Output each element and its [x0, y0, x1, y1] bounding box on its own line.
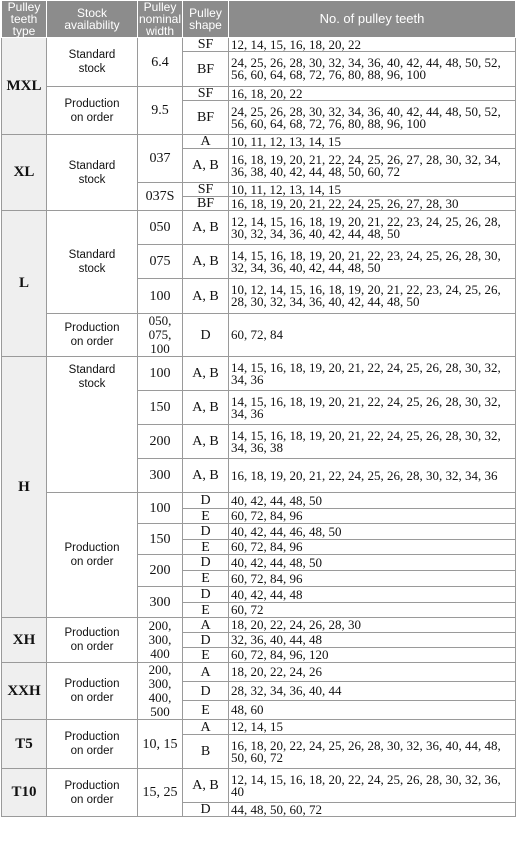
stock-line: Standard: [68, 159, 116, 172]
stock-line: Standard: [68, 49, 116, 61]
width-cell: [138, 314, 183, 357]
header-pulley-shape: [183, 1, 229, 38]
header-line: Pulley: [143, 0, 177, 14]
shape-cell: A: [183, 618, 229, 633]
teeth-cell: 16, 18, 19, 20, 21, 22, 24, 25, 26, 27, 28, 30, 32, 34, 36, 38, 40, 42, 44, 48, 50, 60, 72: [229, 149, 516, 183]
shape-cell: D: [183, 314, 229, 357]
table-row: [2, 135, 516, 149]
shape-cell: D: [183, 587, 229, 603]
teeth-cell: 14, 15, 16, 18, 19, 20, 21, 22, 24, 25, 26, 28, 30, 32, 34, 36: [229, 357, 516, 391]
stock-line: on order: [70, 745, 114, 757]
width-line: 100: [150, 341, 170, 356]
width-cell: 050: [138, 211, 183, 245]
shape-cell: A, B: [183, 459, 229, 493]
shape-cell: SF: [183, 38, 229, 52]
teeth-cell: 12, 14, 15, 16, 18, 20, 22: [229, 38, 516, 52]
shape-cell: E: [183, 648, 229, 663]
stock-cell: [47, 357, 138, 493]
stock-line: stock: [78, 63, 106, 75]
teeth-cell: 12, 14, 15: [229, 720, 516, 735]
width-line: 400: [150, 646, 170, 661]
teeth-cell: 16, 18, 19, 20, 21, 22, 24, 25, 26, 28, 30, 32, 34, 36: [229, 459, 516, 493]
shape-cell: A, B: [183, 425, 229, 459]
width-cell: 10, 15: [138, 720, 183, 769]
header-line: nominal: [138, 12, 182, 26]
header-line: availability: [64, 18, 120, 32]
width-cell: 150: [138, 391, 183, 425]
width-cell: 100: [138, 279, 183, 314]
stock-line: Production: [64, 627, 120, 639]
type-cell-t5: T5: [2, 720, 47, 769]
teeth-cell: 14, 15, 16, 18, 19, 20, 21, 22, 24, 25, 26, 28, 30, 32, 34, 36, 38: [229, 425, 516, 459]
teeth-cell: 40, 42, 44, 48, 50: [229, 493, 516, 509]
teeth-cell: 60, 72: [229, 603, 516, 618]
shape-cell: A: [183, 135, 229, 149]
width-cell: 150: [138, 524, 183, 555]
teeth-cell: 14, 15, 16, 18, 19, 20, 21, 22, 24, 25, 26, 28, 30, 32, 34, 36: [229, 391, 516, 425]
teeth-cell: 14, 15, 16, 18, 19, 20, 21, 22, 23, 24, 25, 26, 28, 30, 32, 34, 36, 40, 42, 44, 48, 50: [229, 245, 516, 279]
pulley-teeth-table: [1, 0, 516, 817]
stock-line: on order: [70, 641, 114, 653]
header-line: width: [145, 24, 174, 38]
stock-line: Production: [64, 97, 120, 110]
stock-cell: [47, 87, 138, 135]
stock-line: Production: [64, 731, 120, 743]
width-line: 200,: [148, 618, 172, 633]
shape-cell: D: [183, 555, 229, 571]
shape-cell: A, B: [183, 391, 229, 425]
header-row: [2, 1, 516, 38]
width-line: 400, 500: [148, 690, 172, 719]
stock-line: Production: [64, 322, 120, 334]
shape-cell: E: [183, 603, 229, 618]
teeth-cell: 24, 25, 26, 28, 30, 32, 34, 36, 40, 42, 44, 48, 50, 52, 56, 60, 64, 68, 72, 76, 80, 88, 96, 100: [229, 52, 516, 87]
type-cell-mxl: MXL: [2, 38, 47, 135]
header-pulley-teeth-type: [2, 1, 47, 38]
shape-cell: SF: [183, 183, 229, 197]
stock-cell: [47, 663, 138, 720]
table-row: [2, 314, 516, 357]
shape-cell: A, B: [183, 149, 229, 183]
stock-cell: [47, 38, 138, 87]
width-cell: 037S: [138, 183, 183, 211]
shape-cell: D: [183, 493, 229, 509]
teeth-cell: 12, 14, 15, 16, 18, 19, 20, 21, 22, 23, 24, 25, 26, 28, 30, 32, 34, 36, 40, 42, 44, 48, 50: [229, 211, 516, 245]
shape-cell: A, B: [183, 245, 229, 279]
shape-cell: SF: [183, 87, 229, 101]
width-cell: 15, 25: [138, 769, 183, 817]
stock-cell: [47, 618, 138, 663]
teeth-cell: 60, 72, 84, 96: [229, 571, 516, 587]
width-cell: 200: [138, 425, 183, 459]
header-line: shape: [189, 18, 222, 32]
teeth-cell: 44, 48, 50, 60, 72: [229, 803, 516, 817]
shape-cell: B: [183, 735, 229, 769]
width-cell: 300: [138, 459, 183, 493]
teeth-cell: 16, 18, 19, 20, 21, 22, 24, 25, 26, 27, 28, 30: [229, 197, 516, 211]
width-line: 200, 300,: [148, 662, 172, 691]
teeth-cell: 10, 11, 12, 13, 14, 15: [229, 183, 516, 197]
type-cell-t10: T10: [2, 769, 47, 817]
teeth-cell: 24, 25, 26, 28, 30, 32, 34, 36, 40, 42, 44, 48, 50, 52, 56, 60, 64, 68, 72, 76, 80, 88, 96, 100: [229, 101, 516, 135]
shape-cell: D: [183, 803, 229, 817]
stock-cell: [47, 769, 138, 817]
teeth-cell: 60, 72, 84, 96: [229, 540, 516, 555]
stock-line: on order: [70, 692, 114, 704]
stock-line: on order: [70, 556, 114, 568]
shape-cell: BF: [183, 101, 229, 135]
teeth-cell: 18, 20, 22, 24, 26: [229, 663, 516, 682]
teeth-cell: 48, 60: [229, 701, 516, 720]
shape-cell: E: [183, 540, 229, 555]
teeth-cell: 60, 72, 84, 96: [229, 509, 516, 524]
stock-line: stock: [78, 263, 106, 275]
table-row: [2, 357, 516, 391]
stock-cell: [47, 135, 138, 211]
shape-cell: E: [183, 571, 229, 587]
teeth-cell: 10, 12, 14, 15, 16, 18, 19, 20, 21, 22, 23, 24, 25, 26, 28, 30, 32, 34, 36, 40, 42, 44, 48, 50: [229, 279, 516, 314]
table-row: [2, 720, 516, 735]
type-cell-xh: XH: [2, 618, 47, 663]
shape-cell: BF: [183, 197, 229, 211]
teeth-cell: 16, 18, 20, 22: [229, 87, 516, 101]
shape-cell: D: [183, 524, 229, 540]
stock-cell: [47, 314, 138, 357]
stock-line: Production: [64, 779, 120, 792]
table-row: [2, 663, 516, 682]
teeth-cell: 32, 36, 40, 44, 48: [229, 633, 516, 648]
stock-line: Production: [64, 678, 120, 690]
teeth-cell: 10, 11, 12, 13, 14, 15: [229, 135, 516, 149]
width-cell: 9.5: [138, 87, 183, 135]
stock-line: on order: [70, 111, 114, 124]
width-cell: [138, 663, 183, 720]
shape-cell: E: [183, 701, 229, 720]
header-stock-availability: [47, 1, 138, 38]
width-cell: 200: [138, 555, 183, 587]
width-line: 050, 075,: [148, 313, 172, 342]
teeth-cell: 16, 18, 20, 22, 24, 25, 26, 28, 30, 32, 36, 40, 44, 48, 50, 60, 72: [229, 735, 516, 769]
width-cell: [138, 618, 183, 663]
stock-line: Standard: [68, 364, 116, 376]
header-line: Stock: [76, 6, 107, 20]
width-cell: 300: [138, 587, 183, 618]
width-cell: 100: [138, 493, 183, 524]
header-no-of-pulley-teeth: No. of pulley teeth: [229, 1, 516, 38]
table-row: [2, 493, 516, 509]
table-row: [2, 618, 516, 633]
shape-cell: A, B: [183, 769, 229, 803]
teeth-cell: 40, 42, 44, 48: [229, 587, 516, 603]
shape-cell: D: [183, 682, 229, 701]
shape-cell: A, B: [183, 279, 229, 314]
shape-cell: A: [183, 720, 229, 735]
table-row: [2, 38, 516, 52]
stock-cell: [47, 720, 138, 769]
teeth-cell: 28, 32, 34, 36, 40, 44: [229, 682, 516, 701]
stock-cell: [47, 493, 138, 618]
width-cell: 075: [138, 245, 183, 279]
shape-cell: E: [183, 509, 229, 524]
stock-line: on order: [70, 793, 114, 806]
type-cell-xxh: XXH: [2, 663, 47, 720]
header-line: Pulley: [7, 0, 41, 14]
stock-line: on order: [70, 336, 114, 348]
width-cell: 100: [138, 357, 183, 391]
type-cell-h: H: [2, 357, 47, 618]
stock-line: Standard: [68, 249, 116, 261]
header-line: Pulley: [189, 6, 222, 20]
teeth-cell: 18, 20, 22, 24, 26, 28, 30: [229, 618, 516, 633]
teeth-cell: 60, 72, 84: [229, 314, 516, 357]
teeth-cell: 40, 42, 44, 48, 50: [229, 555, 516, 571]
shape-cell: BF: [183, 52, 229, 87]
teeth-cell: 40, 42, 44, 46, 48, 50: [229, 524, 516, 540]
width-cell: 037: [138, 135, 183, 183]
type-cell-xl: XL: [2, 135, 47, 211]
stock-line: stock: [78, 378, 106, 390]
table-row: [2, 769, 516, 803]
width-line: 300,: [148, 632, 172, 647]
teeth-cell: 12, 14, 15, 16, 18, 20, 22, 24, 25, 26, 28, 30, 32, 36, 40: [229, 769, 516, 803]
header-line: type: [12, 24, 36, 38]
stock-line: stock: [78, 173, 106, 186]
width-cell: 6.4: [138, 38, 183, 87]
header-line: teeth: [10, 12, 38, 26]
shape-cell: D: [183, 633, 229, 648]
table-row: [2, 87, 516, 101]
stock-cell: [47, 211, 138, 314]
teeth-cell: 60, 72, 84, 96, 120: [229, 648, 516, 663]
shape-cell: A, B: [183, 211, 229, 245]
shape-cell: A: [183, 663, 229, 682]
table-row: [2, 211, 516, 245]
header-pulley-nominal-width: [138, 1, 183, 38]
type-cell-l: L: [2, 211, 47, 357]
shape-cell: A, B: [183, 357, 229, 391]
stock-line: Production: [64, 542, 120, 554]
